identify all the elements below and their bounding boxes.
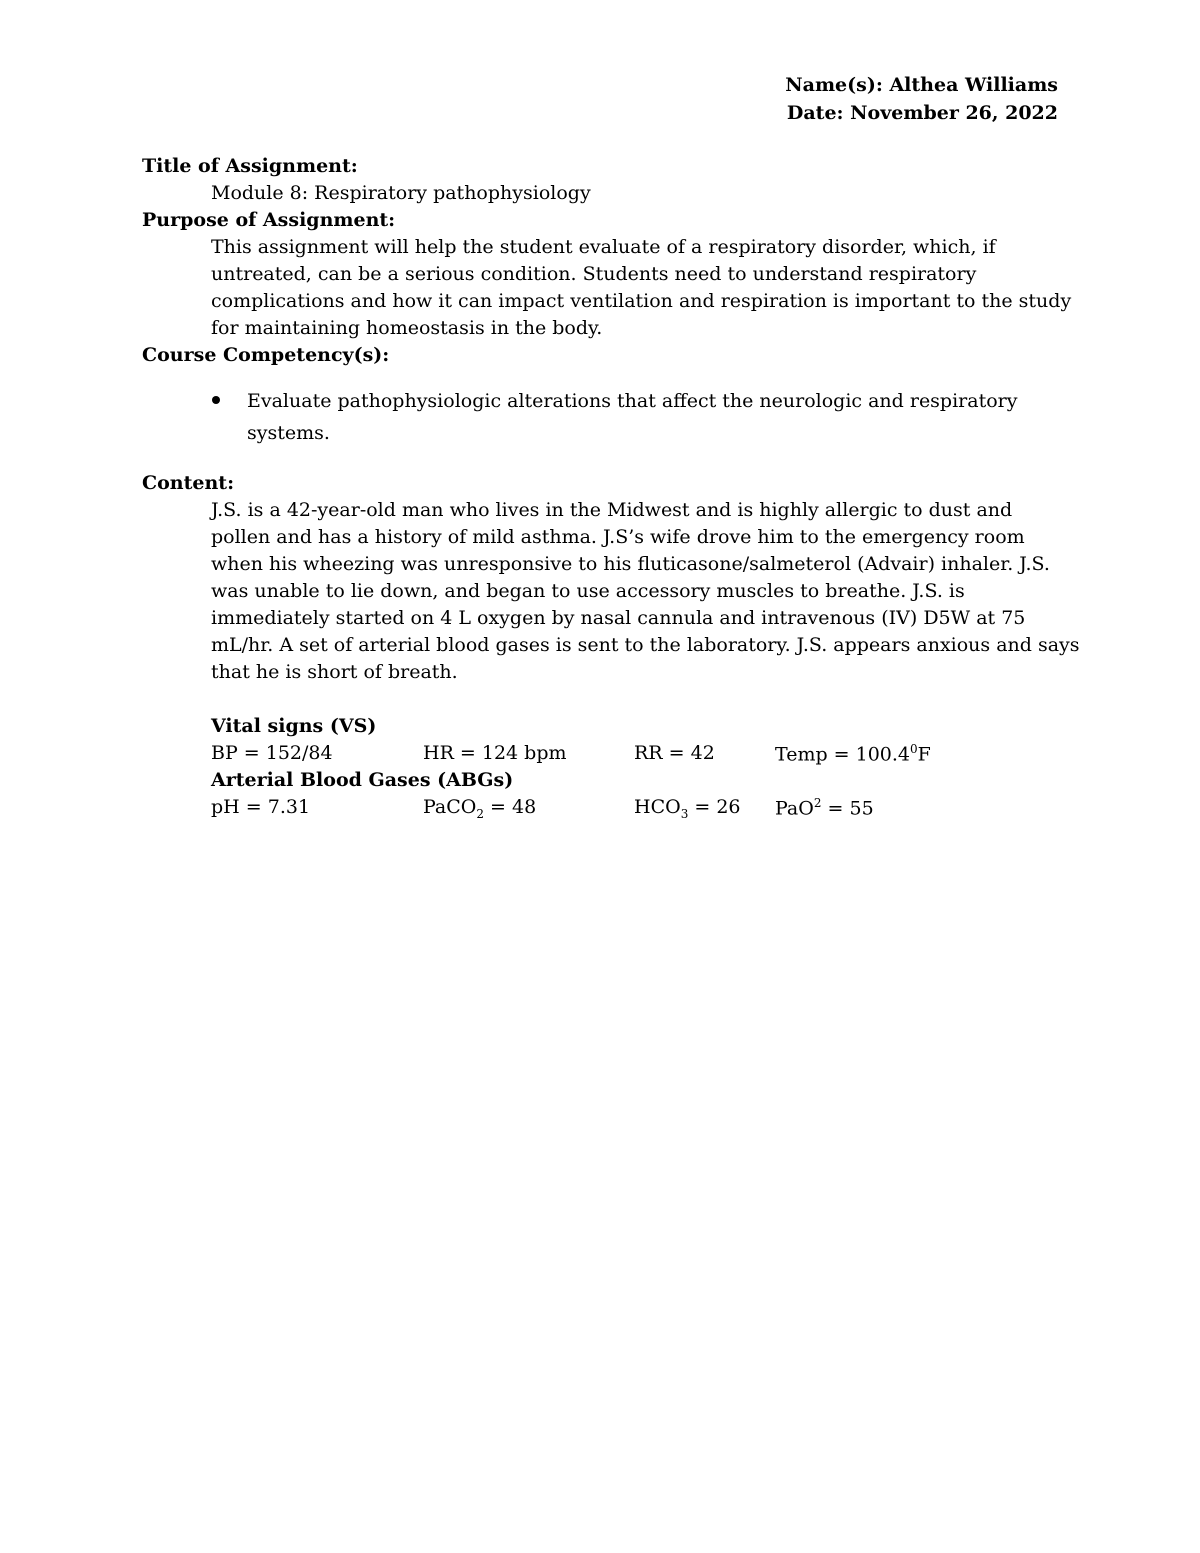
purpose-line: complications and how it can impact ventilation and respiration is important to the study <box>211 290 1072 312</box>
competency-label: Course Competency(s): <box>142 344 390 366</box>
purpose-line: This assignment will help the student evaluate of a respiratory disorder, which, if <box>211 236 996 258</box>
abg-pao2 <box>775 796 874 819</box>
abg-pao2-label: PaO <box>775 797 814 820</box>
vital-temp-unit: F <box>917 743 931 766</box>
abg-paco2 <box>423 796 536 821</box>
abg-paco2-value: = 48 <box>484 796 537 818</box>
abg-paco2-label: PaCO <box>423 796 477 818</box>
abgs-heading: Arterial Blood Gases (ABGs) <box>211 769 514 791</box>
vital-temp <box>775 742 931 765</box>
vitals-heading: Vital signs (VS) <box>211 715 377 737</box>
title-value: Module 8: Respiratory pathophysiology <box>211 182 591 204</box>
content-label: Content: <box>142 472 235 494</box>
abg-hco3-sub: 3 <box>680 806 689 821</box>
content-line: was unable to lie down, and began to use accessory muscles to breathe. J.S. is <box>211 580 965 602</box>
date-line: Date: November 26, 2022 <box>786 102 1058 124</box>
abg-hco3-label: HCO <box>634 796 681 818</box>
purpose-line: for maintaining homeostasis in the body. <box>211 317 603 339</box>
title-label: Title of Assignment: <box>142 155 358 177</box>
vital-hr: HR = 124 bpm <box>423 742 567 764</box>
competency-item-line: Evaluate pathophysiologic alterations that affect the neurologic and respiratory <box>247 390 1018 412</box>
abg-pao2-value: = 55 <box>821 797 874 820</box>
abg-pao2-sup: 2 <box>813 796 822 810</box>
content-line: immediately started on 4 L oxygen by nasal cannula and intravenous (IV) D5W at 75 <box>211 607 1026 629</box>
abg-ph: pH = 7.31 <box>211 796 311 818</box>
content-line: pollen and has a history of mild asthma. J.S’s wife drove him to the emergency room <box>211 526 1025 548</box>
vital-temp-value: Temp = 100.4 <box>775 743 911 766</box>
bullet-icon <box>212 396 220 404</box>
purpose-line: untreated, can be a serious condition. Students need to understand respiratory <box>211 263 977 285</box>
abg-hco3 <box>634 796 741 821</box>
vital-rr: RR = 42 <box>634 742 715 764</box>
purpose-label: Purpose of Assignment: <box>142 209 396 231</box>
competency-item-line: systems. <box>247 422 330 444</box>
content-line: when his wheezing was unresponsive to his fluticasone/salmeterol (Advair) inhaler. J.S. <box>211 553 1050 575</box>
vital-bp: BP = 152/84 <box>211 742 333 764</box>
name-line: Name(s): Althea Williams <box>785 74 1058 96</box>
content-line: mL/hr. A set of arterial blood gases is sent to the laboratory. J.S. appears anxious and says <box>211 634 1080 656</box>
vital-temp-degree: 0 <box>910 742 918 756</box>
abg-paco2-sub: 2 <box>476 806 485 821</box>
abg-hco3-value: = 26 <box>688 796 741 818</box>
content-line: J.S. is a 42-year-old man who lives in the Midwest and is highly allergic to dust and <box>211 499 1013 521</box>
content-line: that he is short of breath. <box>211 661 458 683</box>
